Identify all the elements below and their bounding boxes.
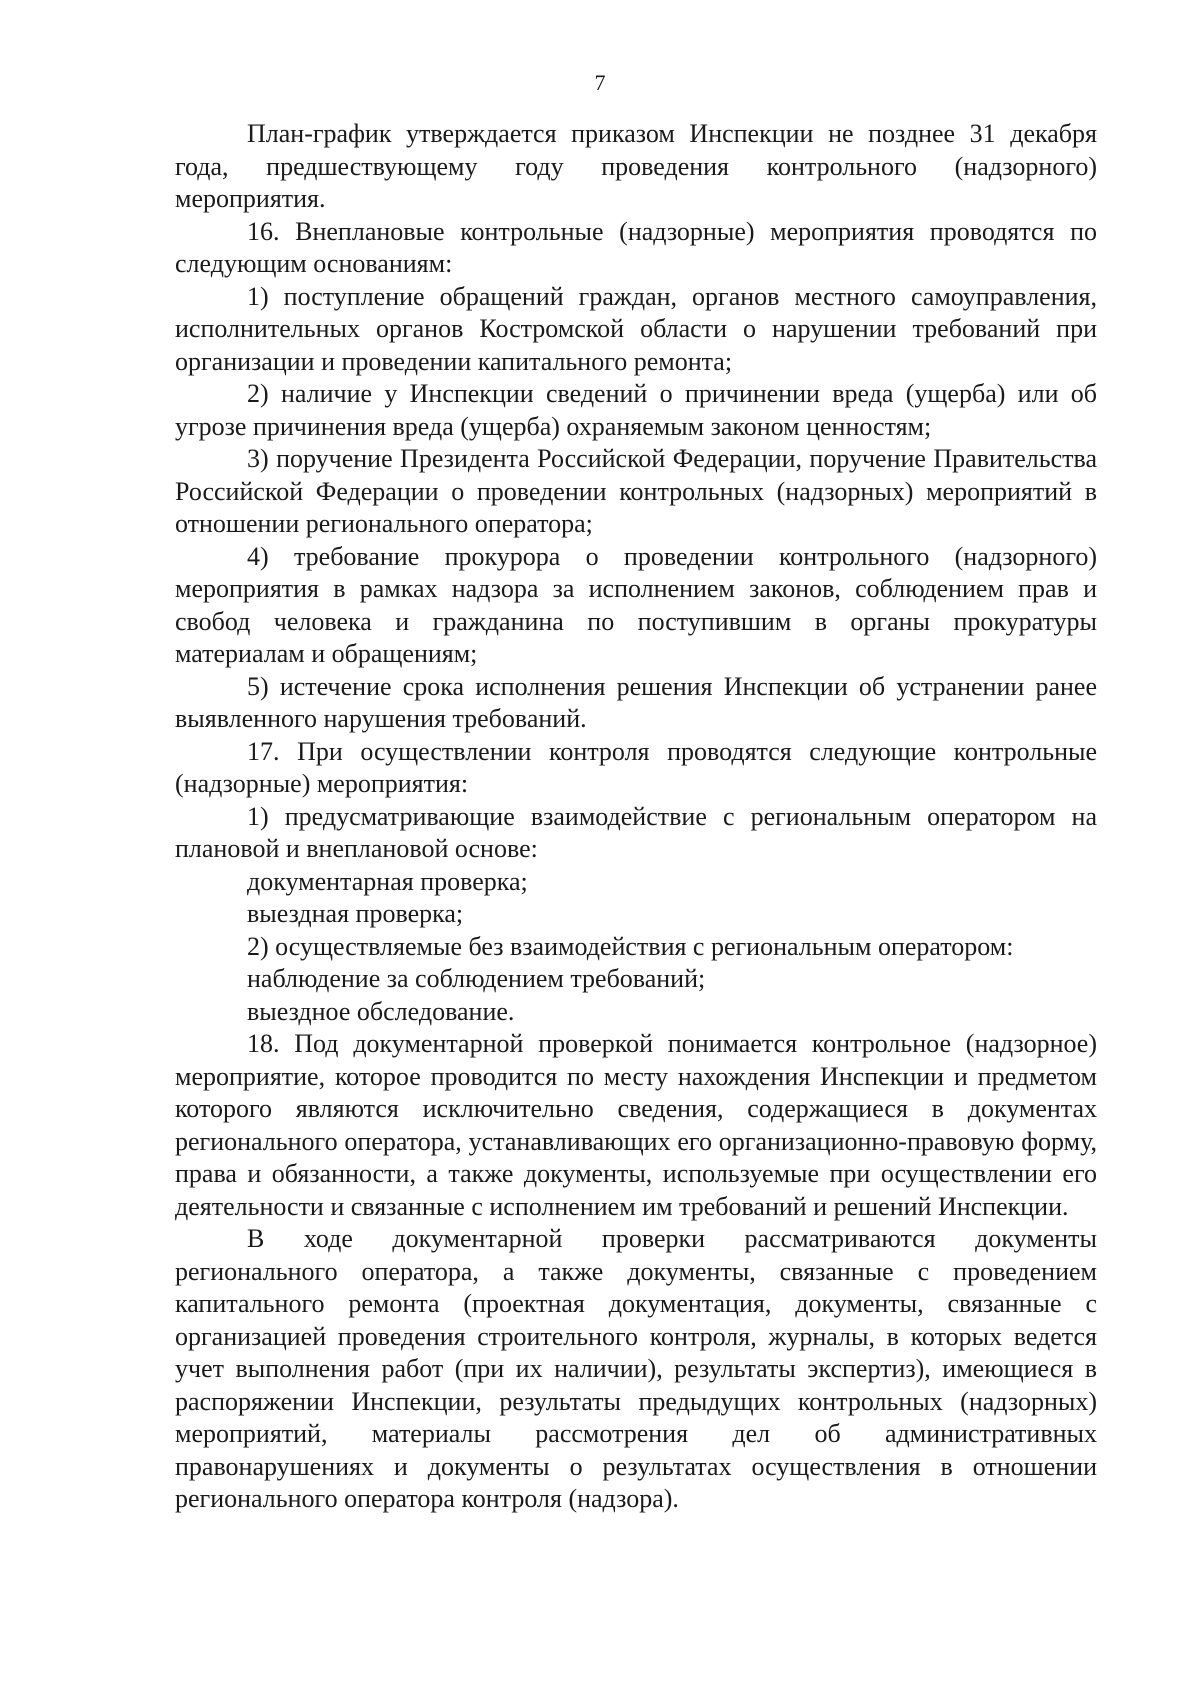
paragraph-plan-schedule: План-график утверждается приказом Инспекции не позднее 31 декабря года, предшествующему году проведения контрольного (надзорного) мероприятия.: [175, 119, 1097, 213]
paragraph-18-review: В ходе документарной проверки рассматриваются документы регионального оператора, а также документы, связанные с проведением капитального ремонта (проектная документация, документы, связанные с организацией проведения строительного контроля, журналы, в которых ведется учет выполнения работ (при их наличии), результаты экспертиз), имеющиеся в распоряжении Инспекции, результаты предыдущих контрольных (надзорных) мероприятий, материалы рассмотрения дел об административных правонарушениях и документы о результатах осуществления в отношении регионального оператора контроля (надзора).: [175, 1224, 1097, 1513]
page-number: 7: [594, 70, 606, 95]
paragraph-16-item-3: 3) поручение Президента Российской Федерации, поручение Правительства Российской Федерации о проведении контрольных (надзорных) мероприятий в отношении регионального оператора;: [175, 444, 1097, 538]
paragraph-17-sub-observation: наблюдение за соблюдением требований;: [247, 964, 706, 993]
paragraph-16-item-1: 1) поступление обращений граждан, органов местного самоуправления, исполнительных органов Костромской области о нарушении требований при организации и проведении капитального ремонта;: [175, 281, 1097, 376]
paragraph-17-heading: 17. При осуществлении контроля проводятся следующие контрольные (надзорные) мероприятия:: [175, 736, 1097, 798]
paragraph-16-item-4: 4) требование прокурора о проведении контрольного (надзорного) мероприятия в рамках надзора за исполнением законов, соблюдением прав и свобод человека и гражданина по поступившим в органы прокуратуры материалам и обращениям;: [175, 541, 1097, 668]
paragraph-17-sub-survey: выездное обследование.: [247, 996, 515, 1026]
document-body: [175, 118, 1097, 1516]
paragraph-17-sub-onsite: выездная проверка;: [247, 899, 464, 928]
paragraph-16-item-2: 2) наличие у Инспекции сведений о причинении вреда (ущерба) или об угрозе причинения вреда (ущерба) охраняемым законом ценностям;: [175, 379, 1097, 441]
paragraph-18: 18. Под документарной проверкой понимается контрольное (надзорное) мероприятие, которое проводится по месту нахождения Инспекции и предметом которого являются исключительно сведения, содержащиеся в документах регионального оператора, устанавливающих его организационно-правовую форму, права и обязанности, а также документы, используемые при осуществлении его деятельности и связанные с исполнением им требований и решений Инспекции.: [175, 1029, 1097, 1221]
paragraph-17-item-2: 2) осуществляемые без взаимодействия с региональным оператором:: [247, 931, 1014, 961]
paragraph-17-item-1: 1) предусматривающие взаимодействие с региональным оператором на плановой и внеплановой основе:: [175, 801, 1097, 863]
paragraph-17-sub-documentary: документарная проверка;: [247, 866, 528, 896]
paragraph-16-heading: 16. Внеплановые контрольные (надзорные) мероприятия проводятся по следующим основаниям:: [175, 216, 1097, 278]
paragraph-16-item-5: 5) истечение срока исполнения решения Инспекции об устранении ранее выявленного нарушения требований.: [175, 671, 1097, 733]
